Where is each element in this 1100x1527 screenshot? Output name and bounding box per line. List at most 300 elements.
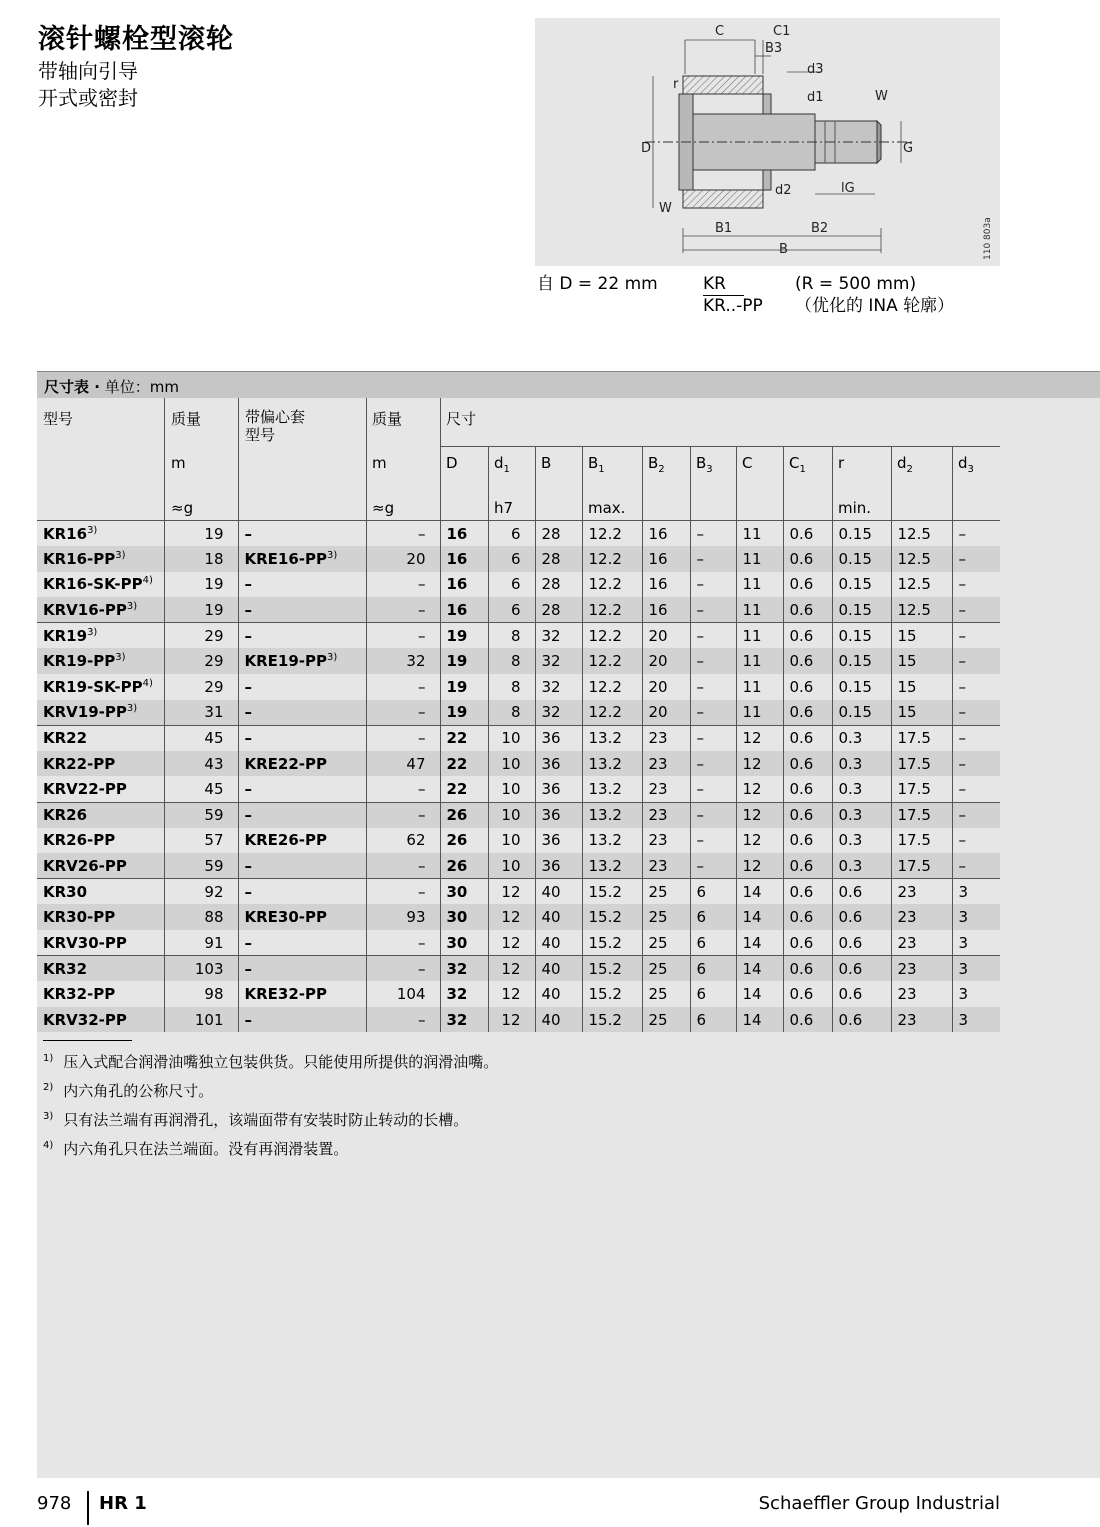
cell-b: 36 <box>535 828 582 854</box>
cell-c: 12 <box>736 853 783 879</box>
table-row <box>37 725 1000 751</box>
cell-mass: 101 <box>164 1007 238 1033</box>
cell-r: 0.15 <box>832 521 891 547</box>
cell-d2: 12.5 <box>891 597 952 623</box>
cell-mass2: – <box>366 700 440 726</box>
cell-c1: 0.6 <box>783 751 832 777</box>
cell-ecc-model: – <box>238 623 366 649</box>
cell-b1: 13.2 <box>582 751 642 777</box>
outer-ring-top <box>683 76 763 94</box>
cell-c1: 0.6 <box>783 853 832 879</box>
cell-c: 11 <box>736 597 783 623</box>
cell-d3: – <box>952 725 1000 751</box>
cell-d3: – <box>952 776 1000 802</box>
cell-mass: 45 <box>164 725 238 751</box>
cell-c: 14 <box>736 956 783 982</box>
cell-d3: 3 <box>952 930 1000 956</box>
cell-d2: 17.5 <box>891 853 952 879</box>
cell-ecc-model: KRE16-PP$^{3)}$ <box>238 546 366 572</box>
table-row <box>37 828 1000 854</box>
cell-b3: – <box>690 725 736 751</box>
cell-r: 0.3 <box>832 828 891 854</box>
cell-mass: 19 <box>164 597 238 623</box>
cell-d2: 15 <box>891 623 952 649</box>
head-mass: 质量 <box>171 410 202 428</box>
cell-c: 12 <box>736 751 783 777</box>
cell-b3: 6 <box>690 956 736 982</box>
footnote: $^{4)}$ 内六角孔只在法兰端面。没有再润滑装置。 <box>43 1140 349 1158</box>
cell-model: KR16$^{3)}$ <box>37 521 164 547</box>
cell-r: 0.6 <box>832 930 891 956</box>
cell-mass2: 32 <box>366 648 440 674</box>
cell-model: KR19$^{3)}$ <box>37 623 164 649</box>
head-min: min. <box>838 499 872 517</box>
cell-b2: 20 <box>642 623 690 649</box>
cell-b3: – <box>690 853 736 879</box>
head-C1: $C_1$ <box>789 454 806 475</box>
cell-c: 14 <box>736 981 783 1007</box>
table-section-header <box>37 371 1100 398</box>
cell-mass: 19 <box>164 572 238 598</box>
cell-d1: 12 <box>488 981 535 1007</box>
fig-label-c: C <box>715 24 725 39</box>
cell-r: 0.3 <box>832 751 891 777</box>
cell-d1: 12 <box>488 904 535 930</box>
cell-mass: 103 <box>164 956 238 982</box>
cell-c1: 0.6 <box>783 956 832 982</box>
subtitle-line-1: 带轴向引导 <box>38 59 138 83</box>
cell-b: 40 <box>535 981 582 1007</box>
cell-b1: 12.2 <box>582 674 642 700</box>
dimension-table <box>37 520 1000 1032</box>
cell-d1: 8 <box>488 674 535 700</box>
cell-r: 0.15 <box>832 623 891 649</box>
head-m: m <box>171 454 186 472</box>
cell-ecc-model: – <box>238 725 366 751</box>
cell-c: 12 <box>736 802 783 828</box>
cell-mass2: – <box>366 572 440 598</box>
cell-d2: 17.5 <box>891 751 952 777</box>
cell-r: 0.3 <box>832 802 891 828</box>
cell-model: KRV30-PP <box>43 933 127 952</box>
cell-b: 28 <box>535 572 582 598</box>
cell-r: 0.3 <box>832 725 891 751</box>
table-row <box>37 546 1000 572</box>
cell-d: 19 <box>440 648 488 674</box>
cell-d: 22 <box>440 776 488 802</box>
cell-d2: 15 <box>891 674 952 700</box>
table-row <box>37 853 1000 879</box>
cell-c1: 0.6 <box>783 776 832 802</box>
cell-b: 36 <box>535 776 582 802</box>
cell-b3: – <box>690 802 736 828</box>
cell-d3: 3 <box>952 981 1000 1007</box>
cell-mass2: – <box>366 930 440 956</box>
cell-model: KR30-PP <box>37 904 164 930</box>
cell-c: 11 <box>736 572 783 598</box>
cell-c1: 0.6 <box>783 981 832 1007</box>
cell-d1: 10 <box>488 802 535 828</box>
cell-b3: – <box>690 674 736 700</box>
cell-mass2: – <box>366 776 440 802</box>
cell-b2: 23 <box>642 776 690 802</box>
cell-model: KR32 <box>37 956 164 982</box>
fig-label-b1: B1 <box>715 221 733 236</box>
cell-model: KR19-SK-PP$^{4)}$ <box>43 677 153 696</box>
cell-b3: 6 <box>690 981 736 1007</box>
cell-b1: 12.2 <box>582 700 642 726</box>
cell-ecc-model: – <box>238 521 366 547</box>
cell-ecc-model: – <box>238 674 366 700</box>
cell-c1: 0.6 <box>783 597 832 623</box>
cell-b: 28 <box>535 597 582 623</box>
cell-d2: 17.5 <box>891 802 952 828</box>
cell-c: 14 <box>736 904 783 930</box>
cell-ecc-model: – <box>238 1007 366 1033</box>
footnote: $^{3)}$ 只有法兰端有再润滑孔，该端面带有安装时防止转动的长槽。 <box>43 1111 469 1129</box>
cell-b2: 25 <box>642 904 690 930</box>
cell-c1: 0.6 <box>783 904 832 930</box>
caption-krpp-note: （优化的 INA 轮廓） <box>795 296 955 316</box>
caption-krpp: KR..-PP <box>703 296 763 316</box>
cell-d2: 17.5 <box>891 776 952 802</box>
cell-model: KRV16-PP$^{3)}$ <box>37 597 164 623</box>
cell-model: KR26-PP <box>43 831 116 850</box>
cell-d3: – <box>952 853 1000 879</box>
cell-b3: – <box>690 648 736 674</box>
caption-from-size: 自 D = 22 mm <box>537 274 658 294</box>
cell-mass: 29 <box>164 674 238 700</box>
cell-c: 14 <box>736 930 783 956</box>
cam-follower-drawing <box>535 18 1000 266</box>
cell-d3: 3 <box>952 904 1000 930</box>
cell-c1: 0.6 <box>783 828 832 854</box>
cell-d3: – <box>952 521 1000 547</box>
head-B2: $B_2$ <box>648 454 665 475</box>
cell-r: 0.3 <box>832 853 891 879</box>
cell-mass: 88 <box>164 904 238 930</box>
cell-d: 32 <box>440 956 488 982</box>
cell-b: 32 <box>535 674 582 700</box>
cell-mass: 43 <box>164 751 238 777</box>
footer-separator <box>87 1491 89 1525</box>
page-number: 978 <box>37 1493 72 1514</box>
cell-c1: 0.6 <box>783 546 832 572</box>
cell-mass2: – <box>366 1007 440 1033</box>
cell-d: 26 <box>440 853 488 879</box>
cell-d1: 6 <box>488 597 535 623</box>
cell-d2: 17.5 <box>891 725 952 751</box>
cell-d2: 15 <box>891 648 952 674</box>
cell-mass: 29 <box>164 648 238 674</box>
cell-ecc-model: – <box>238 597 366 623</box>
table-row <box>37 802 1000 828</box>
head-d1: $d_1$ <box>494 454 510 475</box>
table-row <box>37 751 1000 777</box>
cell-b2: 16 <box>642 572 690 598</box>
cell-b: 36 <box>535 802 582 828</box>
cell-b2: 20 <box>642 674 690 700</box>
cell-d1: 8 <box>488 648 535 674</box>
cell-d: 19 <box>440 700 488 726</box>
cell-ecc-model: KRE19-PP$^{3)}$ <box>238 648 366 674</box>
cell-ecc-model: KRE26-PP <box>238 828 366 854</box>
head-approx-g: ≈g <box>171 499 194 517</box>
cell-model: KR22-PP <box>37 751 164 777</box>
cell-c: 11 <box>736 648 783 674</box>
cell-mass: 92 <box>164 879 238 905</box>
cell-d1: 12 <box>488 1007 535 1033</box>
cell-c1: 0.6 <box>783 700 832 726</box>
cell-model: KR16-PP$^{3)}$ <box>37 546 164 572</box>
cell-ecc-model: KRE32-PP <box>238 981 366 1007</box>
cell-d: 16 <box>440 597 488 623</box>
cell-b2: 16 <box>642 546 690 572</box>
footnotes <box>43 1046 498 1162</box>
cell-mass: 59 <box>164 853 238 879</box>
cell-mass: 59 <box>164 802 238 828</box>
cell-b3: – <box>690 776 736 802</box>
cell-mass: 19 <box>164 521 238 547</box>
cell-d1: 6 <box>488 546 535 572</box>
head-approx-g2: ≈g <box>372 499 395 517</box>
cell-c: 11 <box>736 623 783 649</box>
cell-b3: – <box>690 828 736 854</box>
cell-d: 30 <box>440 904 488 930</box>
cell-mass2: 93 <box>366 904 440 930</box>
cell-ecc-model: KRE30-PP <box>238 904 366 930</box>
cell-c: 14 <box>736 879 783 905</box>
cell-b3: – <box>690 751 736 777</box>
cell-b2: 23 <box>642 802 690 828</box>
cell-mass: 91 <box>164 930 238 956</box>
cell-b: 28 <box>535 521 582 547</box>
cell-b3: 6 <box>690 930 736 956</box>
head-h7: h7 <box>494 499 514 517</box>
cell-c1: 0.6 <box>783 648 832 674</box>
page-title: 滚针螺栓型滚轮 <box>38 24 234 55</box>
table-row <box>37 674 1000 700</box>
cell-ecc-model: – <box>238 930 366 956</box>
technical-drawing-svg <box>535 18 1000 266</box>
cell-mass: 57 <box>164 828 238 854</box>
cell-d2: 15 <box>891 700 952 726</box>
cell-b: 36 <box>535 751 582 777</box>
cell-mass: 31 <box>164 700 238 726</box>
cell-ecc-model: KRE22-PP <box>238 751 366 777</box>
cell-c1: 0.6 <box>783 674 832 700</box>
cell-mass2: – <box>366 597 440 623</box>
cell-d3: 3 <box>952 1007 1000 1033</box>
cell-b: 32 <box>535 700 582 726</box>
cell-d3: – <box>952 674 1000 700</box>
cell-mass2: 47 <box>366 751 440 777</box>
cell-b2: 25 <box>642 1007 690 1033</box>
cell-ecc-model: – <box>238 853 366 879</box>
cell-mass2: – <box>366 623 440 649</box>
cell-c: 11 <box>736 674 783 700</box>
cell-r: 0.3 <box>832 776 891 802</box>
fig-label-d: D <box>641 141 652 156</box>
cell-d2: 12.5 <box>891 546 952 572</box>
head-D: D <box>446 454 458 472</box>
fig-label-b2: B2 <box>811 221 829 236</box>
page-subtitle <box>38 58 138 112</box>
head-m2: m <box>372 454 387 472</box>
cell-d: 26 <box>440 802 488 828</box>
cell-c: 12 <box>736 828 783 854</box>
head-B: B <box>541 454 552 472</box>
cell-d3: – <box>952 700 1000 726</box>
cell-c1: 0.6 <box>783 930 832 956</box>
subtitle-line-2: 开式或密封 <box>38 86 138 110</box>
cell-d2: 12.5 <box>891 521 952 547</box>
head-B3: $B_3$ <box>696 454 713 475</box>
fig-label-d2: d2 <box>775 183 792 198</box>
cell-c1: 0.6 <box>783 572 832 598</box>
cell-d1: 8 <box>488 700 535 726</box>
cell-c1: 0.6 <box>783 1007 832 1033</box>
cell-d1: 12 <box>488 879 535 905</box>
cell-b1: 13.2 <box>582 802 642 828</box>
cell-c1: 0.6 <box>783 879 832 905</box>
cell-c: 11 <box>736 546 783 572</box>
cell-model: KRV22-PP <box>43 779 127 798</box>
cell-b1: 15.2 <box>582 956 642 982</box>
cell-mass2: – <box>366 802 440 828</box>
cell-b3: – <box>690 700 736 726</box>
cell-d2: 23 <box>891 930 952 956</box>
cell-d: 16 <box>440 572 488 598</box>
cell-ecc-model: – <box>238 572 366 598</box>
fig-label-g: G <box>903 141 914 156</box>
fig-label-c1: C1 <box>773 24 791 39</box>
cell-d1: 10 <box>488 828 535 854</box>
cell-d3: – <box>952 648 1000 674</box>
cell-d1: 10 <box>488 725 535 751</box>
cell-b2: 16 <box>642 521 690 547</box>
cell-r: 0.6 <box>832 956 891 982</box>
table-row <box>37 700 1000 726</box>
cell-r: 0.15 <box>832 546 891 572</box>
table-row <box>37 597 1000 623</box>
cell-r: 0.15 <box>832 700 891 726</box>
cell-model: KRV32-PP <box>37 1007 164 1033</box>
cell-d2: 23 <box>891 879 952 905</box>
cell-c: 12 <box>736 776 783 802</box>
cell-b1: 12.2 <box>582 521 642 547</box>
table-row <box>37 904 1000 930</box>
cell-d3: 3 <box>952 956 1000 982</box>
cell-d3: – <box>952 751 1000 777</box>
footer-section: HR 1 <box>99 1493 147 1514</box>
cell-d1: 10 <box>488 853 535 879</box>
cell-b1: 12.2 <box>582 648 642 674</box>
cell-b: 32 <box>535 623 582 649</box>
head-mass2: 质量 <box>372 410 403 428</box>
cell-d3: – <box>952 572 1000 598</box>
cell-mass2: – <box>366 521 440 547</box>
cell-b2: 23 <box>642 828 690 854</box>
cell-d: 22 <box>440 751 488 777</box>
head-d2: $d_2$ <box>897 454 913 475</box>
cell-b1: 15.2 <box>582 1007 642 1033</box>
cell-ecc-model: – <box>238 776 366 802</box>
cell-d: 16 <box>440 521 488 547</box>
cell-b1: 15.2 <box>582 981 642 1007</box>
head-ecc-model-2: 型号 <box>245 426 276 444</box>
cell-b1: 12.2 <box>582 623 642 649</box>
cell-mass2: – <box>366 879 440 905</box>
cell-d2: 23 <box>891 981 952 1007</box>
head-B1: $B_1$ <box>588 454 605 475</box>
head-r: r <box>838 454 845 472</box>
cell-r: 0.15 <box>832 648 891 674</box>
cell-b1: 12.2 <box>582 597 642 623</box>
table-row <box>37 1007 1000 1033</box>
cell-mass2: 62 <box>366 828 440 854</box>
cell-d: 19 <box>440 674 488 700</box>
cell-c: 12 <box>736 725 783 751</box>
cell-d3: – <box>952 597 1000 623</box>
cell-b2: 23 <box>642 853 690 879</box>
cell-b3: – <box>690 597 736 623</box>
cell-b3: – <box>690 623 736 649</box>
cell-d: 30 <box>440 930 488 956</box>
cell-d2: 23 <box>891 1007 952 1033</box>
fig-label-d3: d3 <box>807 62 824 77</box>
cell-b: 40 <box>535 879 582 905</box>
cell-b3: 6 <box>690 1007 736 1033</box>
table-row <box>37 572 1000 598</box>
cell-b2: 25 <box>642 956 690 982</box>
cell-c: 11 <box>736 700 783 726</box>
cell-mass: 98 <box>164 981 238 1007</box>
cell-c1: 0.6 <box>783 725 832 751</box>
fig-label-d1: d1 <box>807 90 824 105</box>
cell-b3: – <box>690 521 736 547</box>
cell-b: 40 <box>535 1007 582 1033</box>
footer-company: Schaeffler Group Industrial <box>758 1493 1000 1514</box>
cell-mass2: 104 <box>366 981 440 1007</box>
cell-d2: 12.5 <box>891 572 952 598</box>
cell-r: 0.6 <box>832 981 891 1007</box>
cell-c: 14 <box>736 1007 783 1033</box>
cell-d1: 6 <box>488 572 535 598</box>
cell-model: KR30 <box>37 879 164 905</box>
cell-b1: 13.2 <box>582 853 642 879</box>
cell-model: KR19-PP$^{3)}$ <box>37 648 164 674</box>
cell-mass: 29 <box>164 623 238 649</box>
cell-b: 36 <box>535 725 582 751</box>
cell-d1: 10 <box>488 776 535 802</box>
fig-label-lg: lG <box>841 181 855 196</box>
cell-d3: – <box>952 623 1000 649</box>
cell-b2: 23 <box>642 725 690 751</box>
cell-ecc-model: – <box>238 956 366 982</box>
cell-r: 0.6 <box>832 1007 891 1033</box>
table-row <box>37 879 1000 905</box>
cell-d1: 8 <box>488 623 535 649</box>
head-ecc-model-1: 带偏心套 <box>245 408 306 426</box>
cell-b: 40 <box>535 904 582 930</box>
cell-d: 22 <box>440 725 488 751</box>
table-row <box>37 521 1000 547</box>
cell-d: 19 <box>440 623 488 649</box>
table-head <box>37 398 1100 520</box>
fig-label-w-bottom: W <box>659 201 672 216</box>
cell-b3: – <box>690 546 736 572</box>
